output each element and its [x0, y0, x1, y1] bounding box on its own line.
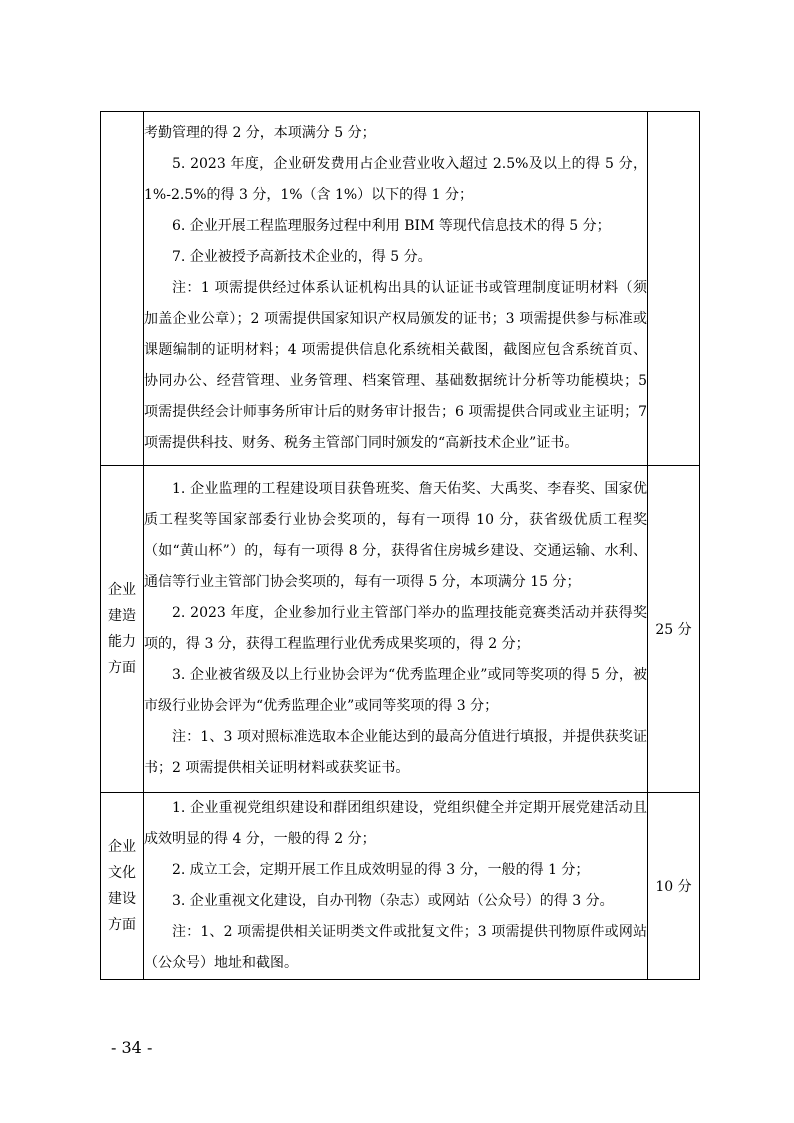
- criteria-cell: [144, 793, 648, 980]
- criteria-paragraph: 2. 2023 年度，企业参加行业主管部门举办的监理技能竞赛类活动并获得奖项的，得 3 分，获得工程监理行业优秀成果奖项的，得 2 分；: [144, 605, 647, 652]
- criteria-paragraph: 3. 企业被省级及以上行业协会评为“优秀监理企业”或同等奖项的得 5 分，被市级行业协会评为“优秀监理企业”或同等奖项的得 3 分；: [144, 667, 647, 714]
- category-label: 方面: [108, 917, 136, 933]
- category-cell: [101, 793, 144, 980]
- table-row: [101, 112, 700, 466]
- table-row: [101, 793, 700, 980]
- category-label: 能力: [108, 634, 136, 650]
- criteria-paragraph: 1. 企业重视党组织建设和群团组织建设，党组织健全并定期开展党建活动且成效明显的得 4 分，一般的得 2 分；: [144, 800, 647, 847]
- criteria-cell: [144, 112, 648, 466]
- page-number: - 34 -: [111, 1038, 153, 1057]
- criteria-paragraph: 注：1 项需提供经过体系认证机构出具的认证证书或管理制度证明材料（须加盖企业公章）；2 项需提供国家知识产权局颁发的证书；3 项需提供参与标准或课题编制的证明材料；4 项需提供信息化系统相关截图，截图应包含系统首页、协同办公、经营管理、业务管理、档案管理、基础数据统计分析等功能模块；5 项需提供经会计师事务所审计后的财务审计报告；6 项需提供合同或业主证明；7 项需提供科技、财务、税务主管部门同时颁发的“高新技术企业”证书。: [144, 280, 647, 451]
- criteria-paragraph: 3. 企业重视文化建设，自办刊物（杂志）或网站（公众号）的得 3 分。: [172, 893, 614, 909]
- criteria-paragraph: 6. 企业开展工程监理服务过程中利用 BIM 等现代信息技术的得 5 分；: [172, 218, 611, 234]
- table-row: [101, 466, 700, 793]
- category-label: 方面: [108, 660, 136, 676]
- category-cell: [101, 466, 144, 793]
- criteria-paragraph: 考勤管理的得 2 分，本项满分 5 分；: [144, 125, 376, 141]
- criteria-paragraph: 7. 企业被授予高新技术企业的，得 5 分。: [172, 249, 432, 265]
- category-label: 文化: [108, 865, 136, 881]
- category-label: 建设: [108, 891, 136, 907]
- score-cell: 10 分: [648, 793, 700, 980]
- scoring-table: [100, 111, 700, 980]
- category-label: 建造: [108, 608, 136, 624]
- category-label: 企业: [108, 839, 136, 855]
- criteria-paragraph: 注：1、3 项对照标准选取本企业能达到的最高分值进行填报，并提供获奖证书；2 项需提供相关证明材料或获奖证书。: [144, 729, 647, 776]
- category-cell: [101, 112, 144, 466]
- score-cell: 25 分: [648, 466, 700, 793]
- category-label: 企业: [108, 582, 136, 598]
- criteria-paragraph: 1. 企业监理的工程建设项目获鲁班奖、詹天佑奖、大禹奖、李春奖、国家优质工程奖等国家部委行业协会奖项的，每有一项得 10 分，获省级优质工程奖（如“黄山杯”）的，每有一项得 8 分，获得省住房城乡建设、交通运输、水利、通信等行业主管部门协会奖项的，每有一项得 5 分，本项满分 15 分；: [144, 481, 647, 590]
- criteria-cell: [144, 466, 648, 793]
- criteria-paragraph: 注：1、2 项需提供相关证明类文件或批复文件；3 项需提供刊物原件或网站（公众号）地址和截图。: [144, 924, 647, 971]
- criteria-paragraph: 5. 2023 年度，企业研发费用占企业营业收入超过 2.5%及以上的得 5 分，1%-2.5%的得 3 分，1%（含 1%）以下的得 1 分；: [144, 156, 647, 203]
- score-cell: [648, 112, 700, 466]
- criteria-paragraph: 2. 成立工会，定期开展工作且成效明显的得 3 分，一般的得 1 分；: [172, 862, 590, 878]
